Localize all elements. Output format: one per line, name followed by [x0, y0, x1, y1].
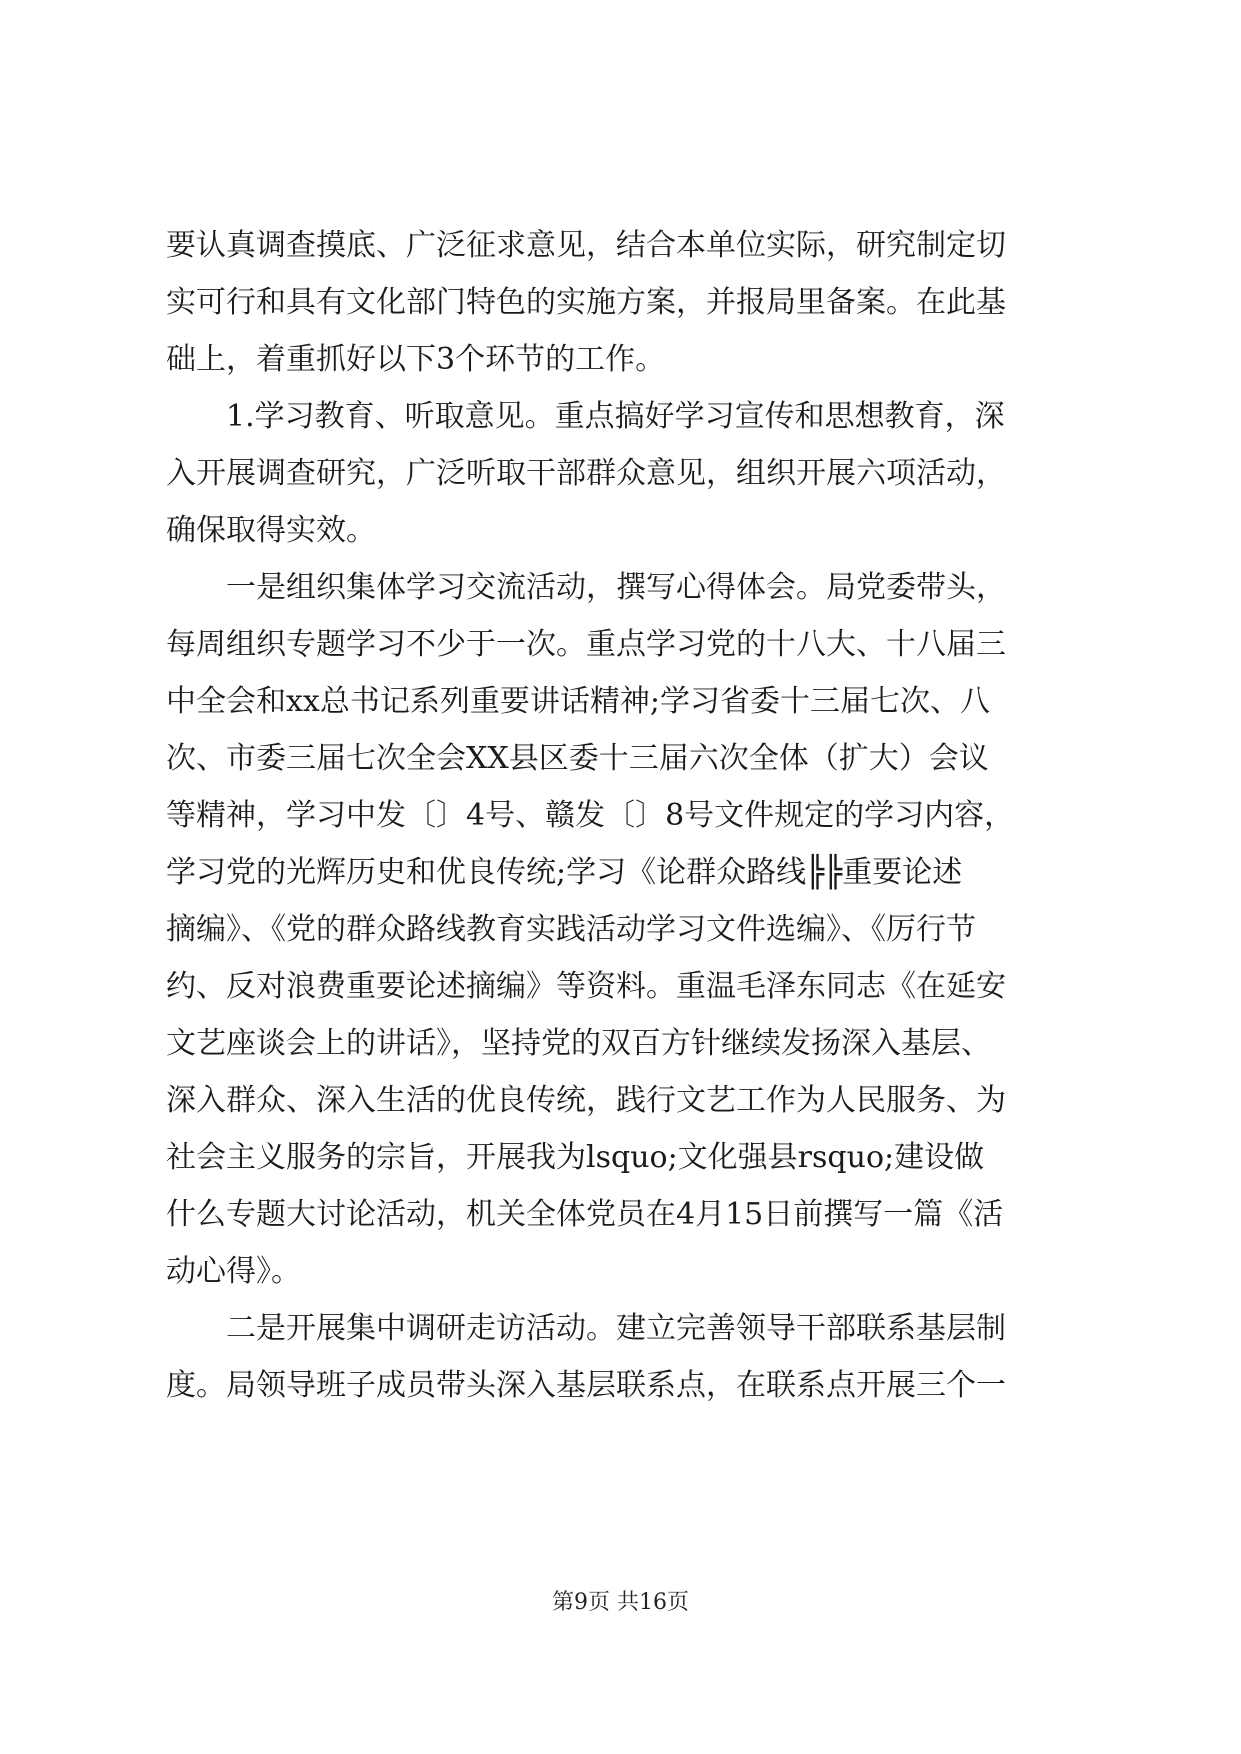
text-line: 要认真调查摸底、广泛征求意见，结合本单位实际，研究制定切: [166, 228, 1006, 263]
text-line: 一是组织集体学习交流活动，撰写心得体会。局党委带头，: [226, 570, 1006, 605]
text-line: 学习党的光辉历史和优良传统;学习《论群众路线╠╠重要论述: [166, 855, 963, 890]
page-number-footer: 第9页 共16页: [552, 1590, 689, 1615]
text-line: 1.学习教育、听取意见。重点搞好学习宣传和思想教育，深: [226, 399, 1005, 434]
text-line: 入开展调查研究，广泛听取干部群众意见，组织开展六项活动，: [166, 456, 1006, 491]
text-line: 等精神，学习中发〔〕4号、赣发〔〕8号文件规定的学习内容，: [166, 798, 1015, 833]
text-line: 每周组织专题学习不少于一次。重点学习党的十八大、十八届三: [166, 627, 1006, 662]
text-line: 约、反对浪费重要论述摘编》等资料。重温毛泽东同志《在延安: [166, 969, 1006, 1004]
text-line: 确保取得实效。: [166, 513, 376, 548]
text-line: 度。局领导班子成员带头深入基层联系点，在联系点开展三个一: [166, 1368, 1006, 1403]
text-line: 实可行和具有文化部门特色的实施方案，并报局里备案。在此基: [166, 285, 1006, 320]
text-line: 文艺座谈会上的讲话》，坚持党的双百方针继续发扬深入基层、: [166, 1026, 991, 1061]
text-line: 次、市委三届七次全会XX县区委十三届六次全体（扩大）会议: [166, 741, 989, 776]
text-line: 中全会和xx总书记系列重要讲话精神;学习省委十三届七次、八: [166, 684, 990, 719]
text-line: 什么专题大讨论活动，机关全体党员在4月15日前撰写一篇《活: [166, 1197, 1004, 1232]
text-line: 二是开展集中调研走访活动。建立完善领导干部联系基层制: [226, 1311, 1006, 1346]
text-line: 摘编》、《党的群众路线教育实践活动学习文件选编》、《厉行节: [166, 912, 976, 947]
text-line: 社会主义服务的宗旨，开展我为lsquo;文化强县rsquo;建设做: [166, 1140, 985, 1175]
text-line: 础上，着重抓好以下3个环节的工作。: [166, 342, 666, 377]
text-line: 动心得》。: [166, 1254, 301, 1289]
text-line: 深入群众、深入生活的优良传统，践行文艺工作为人民服务、为: [166, 1083, 1006, 1118]
